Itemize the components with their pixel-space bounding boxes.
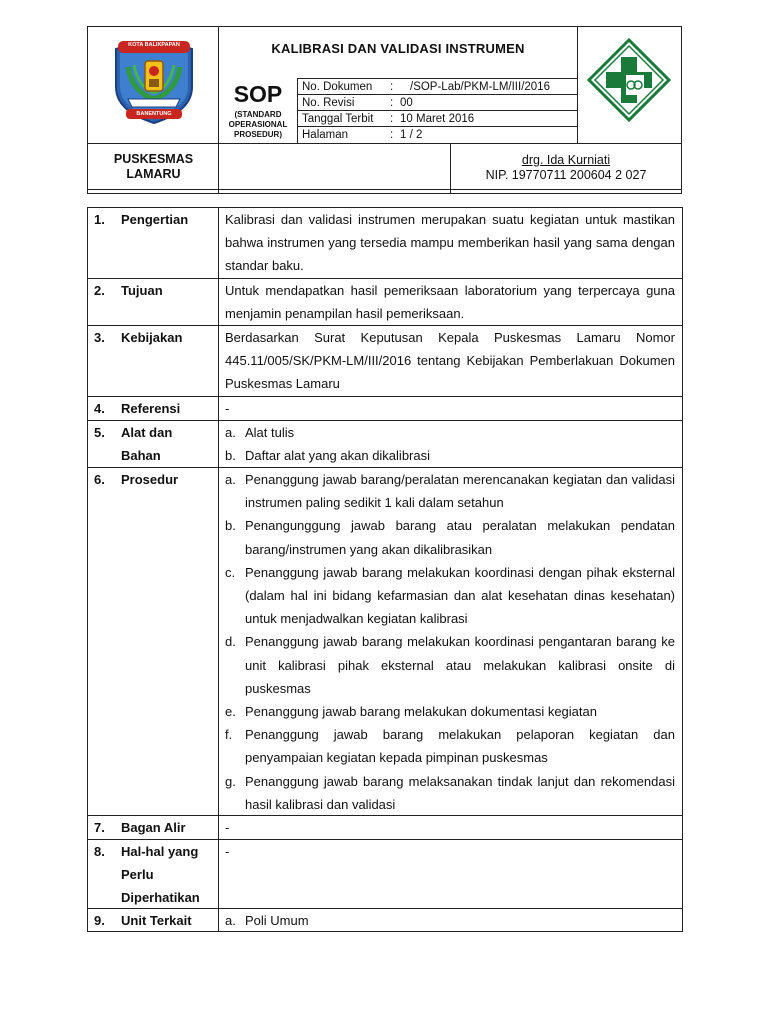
document-header (87, 26, 682, 194)
document-title: KALIBRASI DAN VALIDASI INSTRUMEN (271, 41, 525, 56)
section-text: Untuk mendapatkan hasil pemeriksaan laboratorium yang terpercaya guna menjamin penampilan hasil pemeriksaan. (225, 283, 675, 322)
column-divider (218, 421, 219, 468)
section-label: Bagan Alir (121, 820, 186, 835)
meta-label: No. Dokumen (302, 81, 373, 93)
meta-label: Halaman (302, 129, 349, 141)
column-divider (218, 397, 219, 421)
list-marker: a. (225, 425, 236, 440)
list-item-text: Daftar alat yang akan dikalibrasi (245, 448, 430, 464)
meta-separator: : (390, 81, 394, 93)
meta-separator: : (390, 113, 394, 125)
column-divider (218, 279, 219, 326)
section-label: Tujuan (121, 283, 163, 298)
section-text: - (225, 820, 230, 835)
section-number: 6. (94, 472, 105, 487)
section-list (225, 909, 675, 932)
section-text: - (225, 844, 230, 859)
section-label: Pengertian (121, 212, 189, 227)
table-row (88, 908, 682, 932)
list-item-text: Penanggung jawab barang melaksanakan tindak lanjut dan rekomendasi hasil kalibrasi dan validasi (245, 773, 675, 812)
list-item-text: Penanggung jawab barang melakukan koordinasi pengantaran barang ke unit kalibrasi pihak eksternal atau melakukan kalibrasi onsite di puskesmas (245, 634, 675, 696)
list-item-text: Alat tulis (245, 425, 295, 440)
meta-separator: : (390, 97, 394, 109)
table-row (88, 325, 682, 397)
header-rule (88, 189, 681, 190)
meta-separator: : (390, 129, 394, 141)
list-item (225, 723, 675, 769)
section-number: 2. (94, 283, 105, 298)
table-row (88, 839, 682, 909)
list-item-text: Penangunggung jawab barang atau peralatan melakukan pendatan barang/instrumen yang akan dikalibrasikan (245, 518, 675, 557)
meta-value: 10 Maret 2016 (400, 113, 475, 125)
list-item-text: Penanggung jawab barang melakukan pelaporan kegiatan dan penyampaian kegiatan kepada pimpinan puskesmas (245, 727, 675, 766)
column-divider (218, 208, 219, 278)
list-item-text: Penanggung jawab barang melakukan dokumentasi kegiatan (245, 704, 597, 720)
meta-label: Tanggal Terbit (302, 113, 374, 125)
logo-text-top: KOTA BALIKPAPAN (128, 42, 180, 48)
column-divider (218, 326, 219, 397)
section-number: 1. (94, 212, 105, 227)
header-rule (88, 143, 681, 144)
sop-expansion: (STANDARD OPERASIONAL PROSEDUR) (228, 110, 288, 139)
list-item (225, 700, 675, 723)
list-marker: e. (225, 704, 236, 720)
sop-content-table (87, 207, 683, 932)
list-marker: b. (225, 518, 236, 534)
meta-value: 1 / 2 (400, 129, 423, 141)
section-text: - (225, 401, 230, 416)
puskesmas-cross-logo (586, 37, 672, 123)
header-divider (577, 27, 578, 143)
section-number: 9. (94, 913, 105, 928)
org-line-1: PUSKESMAS (113, 152, 194, 166)
column-divider (218, 909, 219, 932)
section-number: 3. (94, 330, 105, 345)
section-label: Unit Terkait (121, 913, 192, 928)
table-row (88, 467, 682, 816)
organization-name (88, 152, 219, 182)
section-label: Prosedur (121, 472, 179, 487)
list-marker: g. (225, 773, 236, 789)
section-list (225, 421, 675, 467)
meta-value: /SOP-Lab/PKM-LM/III/2016 (410, 81, 550, 93)
list-item-text: Penanggung jawab barang/peralatan merencanakan kegiatan dan validasi instrumen paling sedikit 1 kali dalam setahun (245, 472, 675, 511)
list-marker: a. (225, 472, 236, 487)
section-label: Referensi (121, 401, 181, 416)
signer-name: drg. Ida Kurniati (521, 153, 611, 167)
org-line-2: LAMARU (126, 167, 181, 181)
list-marker: f. (225, 727, 233, 743)
section-label: Kebijakan (121, 330, 183, 345)
list-item (225, 421, 675, 444)
section-label: Hal-hal yang Perlu Diperhatikan (121, 844, 200, 905)
meta-value: 00 (400, 97, 413, 109)
column-divider (218, 816, 219, 840)
signer-nip: NIP. 19770711 200604 2 027 (485, 168, 647, 182)
section-number: 5. (94, 425, 105, 440)
list-item-text: Penanggung jawab barang melakukan koordinasi dengan pihak eksternal (dalam hal ini bidang kefarmasian dan alat kesehatan dinas kesehatan) untuk menjadwalkan kegiatan kalibrasi (245, 564, 675, 627)
list-item (225, 630, 675, 700)
table-row (88, 420, 682, 468)
section-number: 7. (94, 820, 105, 835)
table-row (88, 208, 682, 278)
meta-label: No. Revisi (302, 97, 355, 109)
sop-code: SOP (233, 81, 283, 107)
section-text: Berdasarkan Surat Keputusan Kepala Puskesmas Lamaru Nomor 445.11/005/SK/PKM-LM/III/2016 tentang Kebijakan Pemberlakuan Dokumen Puskesmas Lamaru (225, 330, 675, 392)
list-marker: d. (225, 634, 236, 650)
column-divider (218, 840, 219, 909)
section-label: Alat dan Bahan (121, 425, 173, 463)
table-row (88, 278, 682, 326)
table-row (88, 396, 682, 421)
list-marker: a. (225, 913, 236, 928)
list-marker: b. (225, 448, 236, 464)
list-item (225, 770, 675, 816)
list-item (225, 561, 675, 631)
list-item-text: Poli Umum (245, 913, 309, 928)
section-number: 8. (94, 844, 105, 859)
list-item (225, 468, 675, 514)
list-item (225, 909, 675, 932)
section-list (225, 468, 675, 816)
column-divider (218, 468, 219, 816)
list-marker: c. (225, 564, 236, 580)
section-text: Kalibrasi dan validasi instrumen merupakan suatu kegiatan untuk mastikan bahwa instrumen yang tersedia mampu memberikan hasil yang sama dengan standar baku. (225, 212, 675, 274)
section-number: 4. (94, 401, 105, 416)
list-item (225, 444, 675, 467)
logo-text-bottom: BANENTUNG (136, 111, 172, 117)
signer-block (450, 153, 682, 183)
table-row (88, 815, 682, 840)
list-item (225, 514, 675, 560)
